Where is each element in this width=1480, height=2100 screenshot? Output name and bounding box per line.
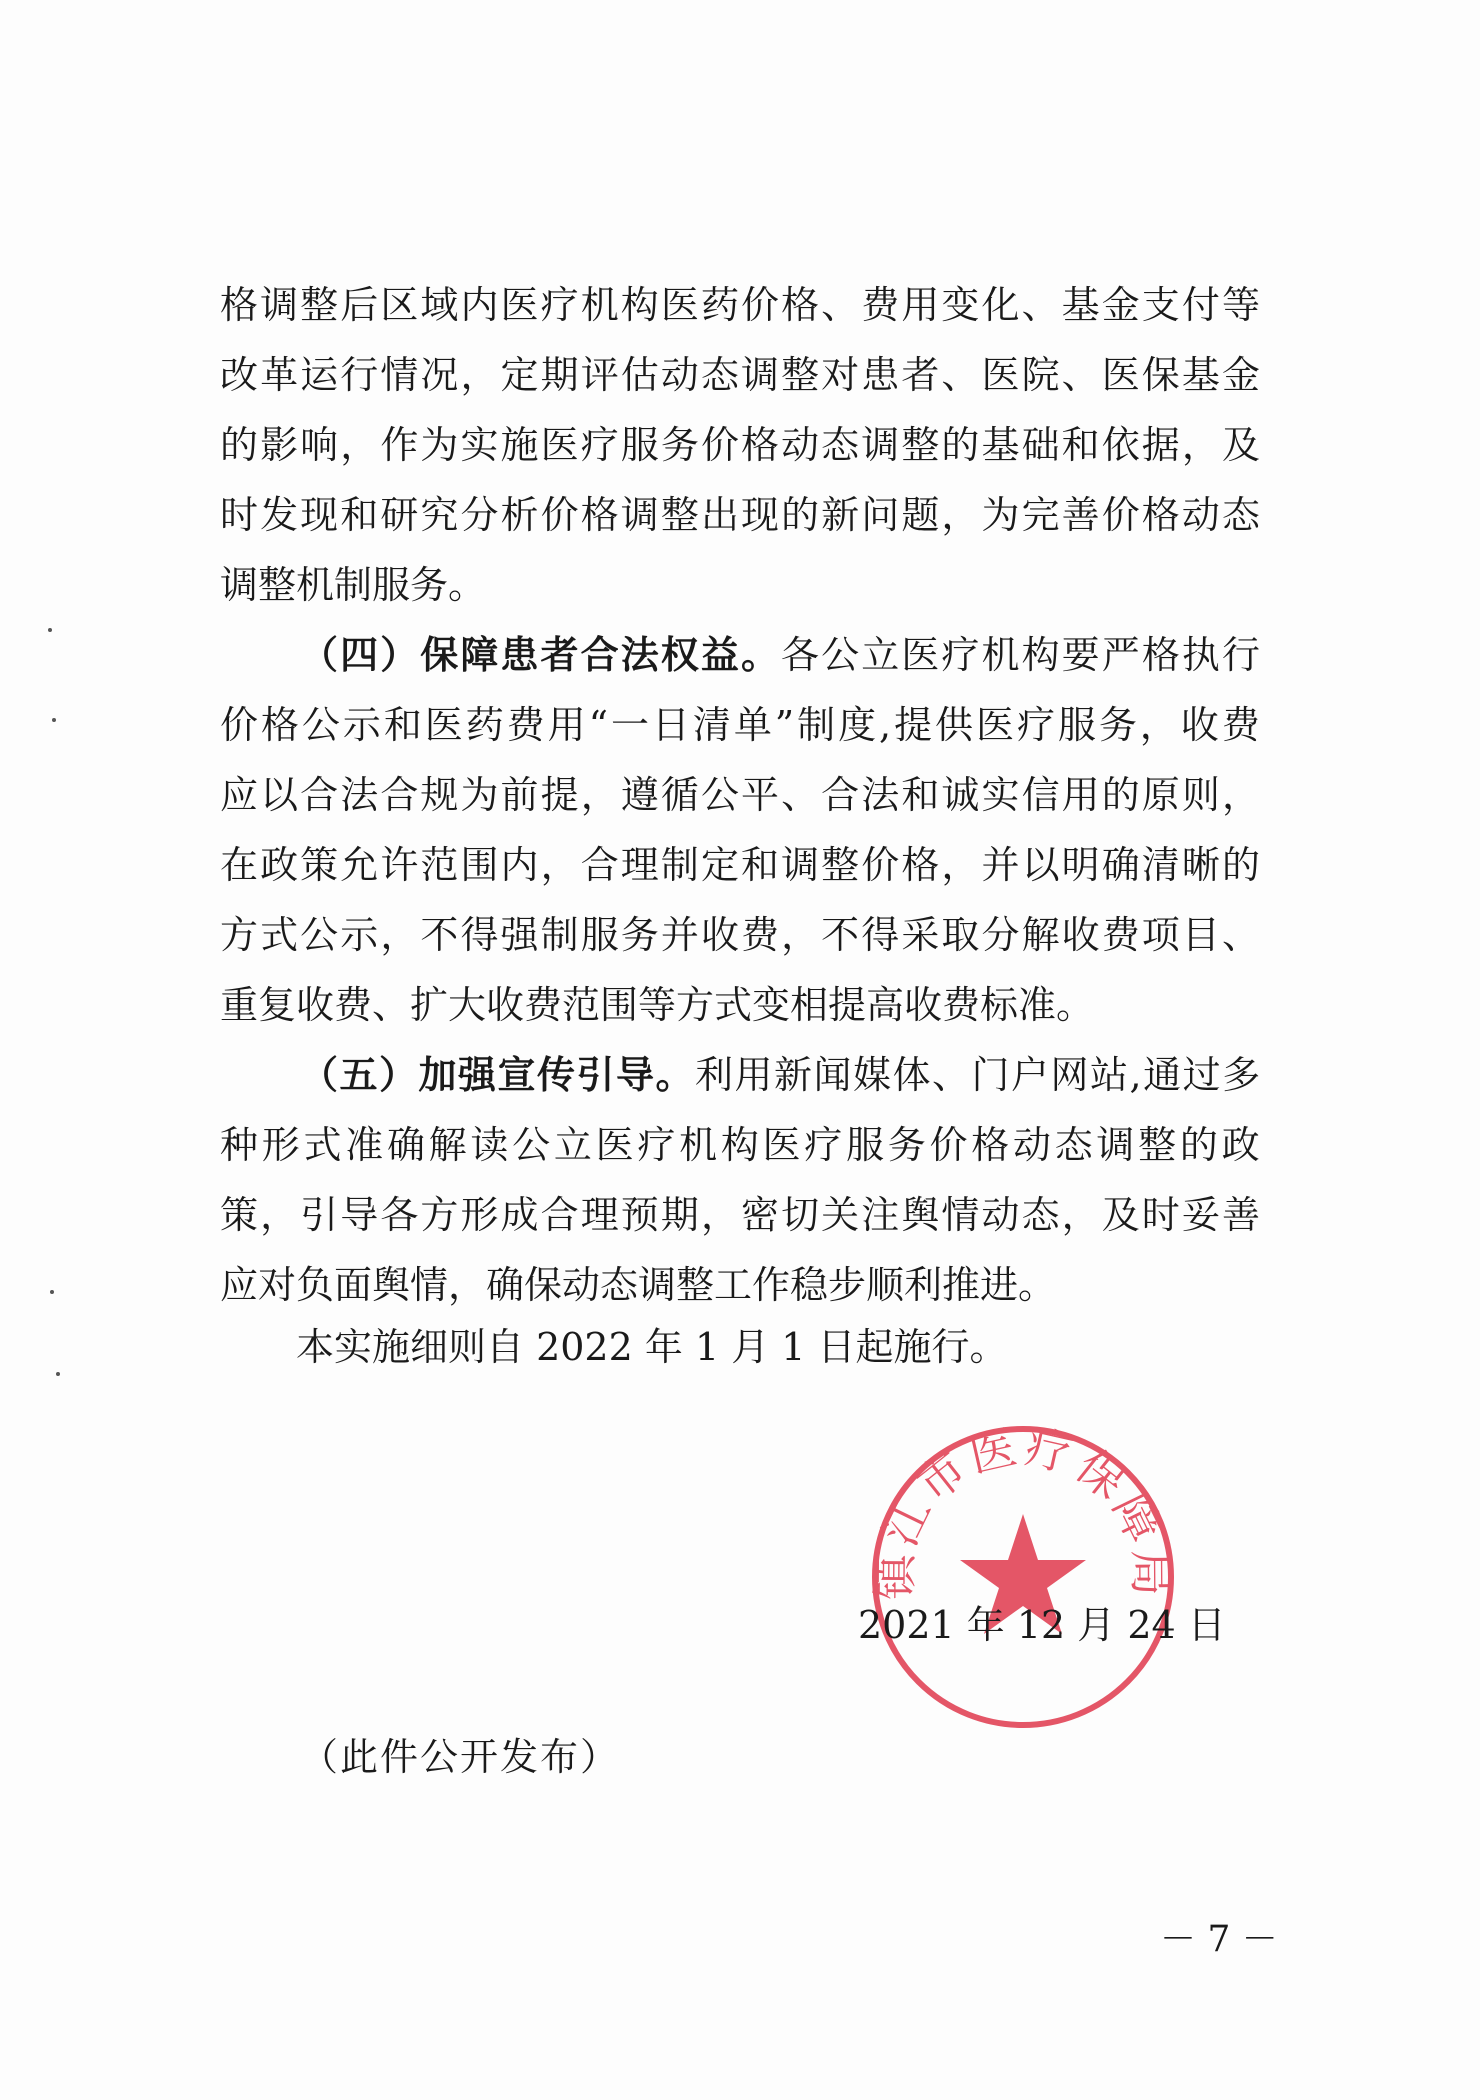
effective-date-statement: 本实施细则自 2022 年 1 月 1 日起施行。 xyxy=(296,1325,1008,1369)
body-line: 策 ， 引 导 各 方 形 成 合 理 预 期 ， 密 切 关 注 舆 情 动 态 ， 及 时 妥 善 xyxy=(220,1193,1260,1237)
body-line: 种 形 式 准 确 解 读 公 立 医 疗 机 构 医 疗 服 务 价 格 动 态 调 整 的 政 xyxy=(220,1123,1260,1167)
document-body xyxy=(220,270,1263,1320)
body-line: 改 革 运 行 情 况 ， 定 期 评 估 动 态 调 整 对 患 者 、 医 院 、 医 保 基 金 xyxy=(220,353,1260,397)
scan-mark xyxy=(52,718,56,722)
page-number: － 7 － xyxy=(1160,1919,1278,1960)
scan-mark xyxy=(48,628,52,632)
body-line: 格 调 整 后 区 域 内 医 疗 机 构 医 药 价 格 、 费 用 变 化 、 基 金 支 付 等 xyxy=(220,283,1260,327)
official-seal xyxy=(868,1422,1178,1732)
section-4-heading: （四）保障患者合法权益。 xyxy=(300,632,782,677)
publication-note: （此件公开发布） xyxy=(300,1735,621,1779)
section-5-heading: （五）加强宣传引导。 xyxy=(300,1052,696,1097)
body-line: 方 式 公 示 ， 不 得 强 制 服 务 并 收 费 ， 不 得 采 取 分 解 收 费 项 目 、 xyxy=(220,913,1260,957)
seal-text: 镇江市医疗保障局 xyxy=(868,1422,1178,1601)
body-line: 的 影 响 ， 作 为 实 施 医 疗 服 务 价 格 动 态 调 整 的 基 础 和 依 据 ， 及 xyxy=(220,423,1260,467)
scan-mark xyxy=(50,1290,54,1294)
body-line: 应 以 合 法 合 规 为 前 提 ， 遵 循 公 平 、 合 法 和 诚 实 信 用 的 原 则 ， xyxy=(220,773,1260,817)
section-5-first-line xyxy=(220,1040,1260,1110)
body-line: 应对负面舆情，确保动态调整工作稳步顺利推进。 xyxy=(220,1263,1057,1307)
body-line: 重复收费、扩大收费范围等方式变相提高收费标准。 xyxy=(220,983,1095,1027)
scan-mark xyxy=(56,1372,60,1376)
section-5-first-text: 利用新闻媒体、门户网站,通过多 xyxy=(695,1053,1262,1097)
section-4-first-line xyxy=(220,620,1263,690)
body-line: 价 格 公 示 和 医 药 费 用 “ 一 日 清 单 ” 制 度 , 提 供 医 疗 服 务 ， 收 费 xyxy=(220,703,1260,747)
section-4-first-text: 各公立医疗机构要严格执行 xyxy=(781,633,1263,677)
issue-date: 2021 年 12 月 24 日 xyxy=(858,1603,1226,1647)
body-line: 时 发 现 和 研 究 分 析 价 格 调 整 出 现 的 新 问 题 ， 为 完 善 价 格 动 态 xyxy=(220,493,1260,537)
body-line: 在 政 策 允 许 范 围 内 ， 合 理 制 定 和 调 整 价 格 ， 并 以 明 确 清 晰 的 xyxy=(220,843,1260,887)
body-line: 调整机制服务。 xyxy=(220,563,487,607)
